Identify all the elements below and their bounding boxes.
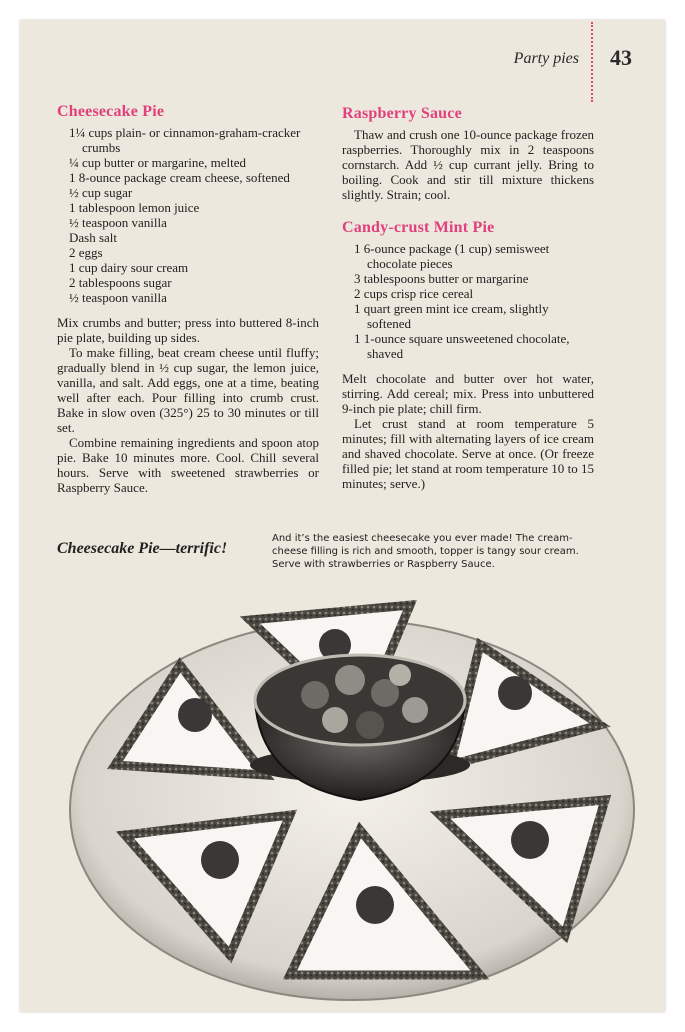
ingredient: 1 tablespoon lemon juice — [69, 200, 200, 215]
raspberry-sauce-recipe — [342, 106, 594, 202]
ingredient: 1 1-ounce square unsweetened chocolate, shaved — [354, 331, 570, 361]
recipe-title: Cheesecake Pie — [57, 103, 165, 120]
ingredient: 1 quart green mint ice cream, slightly softened — [354, 301, 549, 331]
direction-paragraph: To make filling, beat cream cheese until fluffy; gradually blend in ½ cup sugar, the lemon juice, vanilla, and salt. Add eggs, one at a time, beating well after each. Pour filling into crumb crust. Bake in slow oven (325°) 25 to 30 minutes or till set. — [57, 345, 319, 435]
ingredient: 2 tablespoons sugar — [69, 275, 172, 290]
ingredient: 1 6-ounce package (1 cup) semisweet chocolate pieces — [354, 241, 550, 271]
ingredient: Dash salt — [69, 230, 118, 245]
ingredient: 2 eggs — [69, 245, 103, 260]
recipe-title: Candy-crust Mint Pie — [342, 219, 495, 236]
ingredient-list — [57, 125, 319, 305]
ingredient: 2 cups crisp rice cereal — [354, 286, 474, 301]
right-column — [342, 106, 594, 491]
photo-caption-title: Cheesecake Pie—terrific! — [57, 540, 228, 557]
ingredient: 1 8-ounce package cream cheese, softened — [69, 170, 290, 185]
ingredient: ½ teaspoon vanilla — [69, 290, 167, 305]
direction-paragraph: Thaw and crush one 10-ounce package frozen raspberries. Thoroughly mix in 2 teaspoons cornstarch. Add ½ cup currant jelly. Bring to boiling. Cook and stir till mixture thickens slightly. Strain; cool. — [342, 127, 594, 202]
section-label: Party pies — [513, 50, 579, 67]
mint-pie-recipe — [342, 220, 594, 491]
direction-paragraph: Combine remaining ingredients and spoon atop pie. Bake 10 minutes more. Cool. Chill several hours. Serve with sweetened strawberries or Raspberry Sauce. — [57, 435, 319, 495]
ingredient: 1¼ cups plain- or cinnamon-graham-cracker crumbs — [69, 125, 301, 155]
photo-caption-text: And it’s the easiest cheesecake you ever made! The cream-cheese filling is rich and smooth, topper is tangy sour cream. Serve with strawberries or Raspberry Sauce. — [272, 533, 579, 570]
ingredient-list — [342, 241, 594, 361]
cheesecake-photo — [60, 575, 640, 1005]
cookbook-page — [20, 20, 665, 1012]
recipe-title: Raspberry Sauce — [342, 105, 462, 122]
header-divider — [591, 22, 593, 102]
page-number: 43 — [610, 45, 632, 70]
ingredient: ½ teaspoon vanilla — [69, 215, 167, 230]
ingredient: ½ cup sugar — [69, 185, 133, 200]
ingredient: ¼ cup butter or margarine, melted — [69, 155, 247, 170]
direction-paragraph: Let crust stand at room temperature 5 minutes; fill with alternating layers of ice cream and shaved chocolate. Serve at once. (Or freeze filled pie; let stand at room temperature 10 to 15 minutes; serve.) — [342, 416, 594, 491]
direction-paragraph: Melt chocolate and butter over hot water, stirring. Add cereal; mix. Press into unbuttered 9-inch pie plate; chill firm. — [342, 371, 594, 416]
direction-paragraph: Mix crumbs and butter; press into buttered 8-inch pie plate, building up sides. — [57, 315, 319, 345]
ingredient: 3 tablespoons butter or margarine — [354, 271, 529, 286]
ingredient: 1 cup dairy sour cream — [69, 260, 189, 275]
cheesecake-pie-recipe — [57, 104, 319, 495]
